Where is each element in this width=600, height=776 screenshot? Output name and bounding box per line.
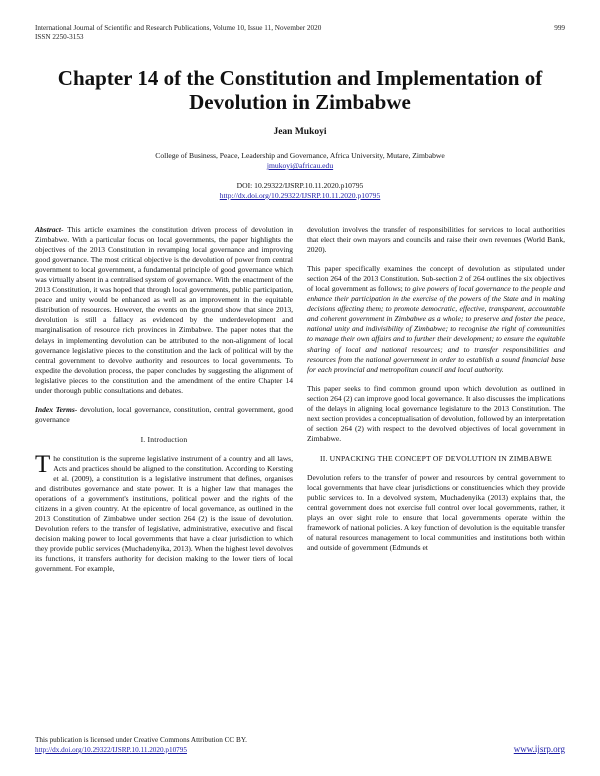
- abstract: [35, 225, 293, 396]
- journal-name: International Journal of Scientific and Research Publications, Volume 10, Issue 11, November 2020: [35, 24, 322, 32]
- website-link[interactable]: www.ijsrp.org: [513, 744, 565, 754]
- license-text: This publication is licensed under Creative Commons Attribution CC BY.: [35, 736, 247, 744]
- index-terms: [35, 405, 293, 425]
- page-header: [35, 24, 565, 42]
- doi-text: DOI: 10.29322/IJSRP.10.11.2020.p10795: [236, 181, 364, 190]
- author-name: Jean Mukoyi: [273, 127, 327, 137]
- page-footer: [35, 735, 565, 755]
- issn: ISSN 2250-3153: [35, 33, 84, 41]
- paper-title: Chapter 14 of the Constitution and Implementation of Devolution in Zimbabwe: [57, 66, 543, 114]
- doi-link[interactable]: http://dx.doi.org/10.29322/IJSRP.10.11.2020.p10795: [219, 191, 381, 200]
- abstract-label: Abstract: [35, 225, 61, 234]
- section-264-objectives: to give powers of local governance to the people and enhance their participation in the exercise of the powers of the State and in making decisions affecting them; to promote democratic, effective, transparent, accountable and coherent government in Zimbabwe as a whole; to preserve and foster the peace, national unity and indivisibility of Zimbabwe; to recognise the right of communities to manage their own affairs and to further their development; to ensure the equitable sharing of local and national resources; and to transfer responsibilities and resources from the national government in order to establish a sound financial base for each provincial and metropolitan council and local authority.: [307, 284, 565, 374]
- paragraph-paper-aims: This paper seeks to find common ground upon which devolution as outlined in section 264 (2) can improve good local governance. It also discusses the implications of the delays in aligning local governance legislature to the 2013 Constitution. The next section provides a conceptualisation of devolution, followed by an interpretation of section 264 (2) with respect to the devolved objectives of local government in Zimbabwe.: [307, 383, 565, 443]
- affiliation: College of Business, Peace, Leadership and Governance, Africa University, Mutare, Zimbabwe: [155, 151, 445, 160]
- drop-cap: T: [35, 450, 51, 478]
- page-number: 999: [554, 24, 565, 32]
- footer-doi-link[interactable]: http://dx.doi.org/10.29322/IJSRP.10.11.2020.p10795: [35, 746, 187, 754]
- doi-block: [0, 181, 600, 201]
- section-264-intro: This paper specifically examines the concept of devolution as stipulated under section 264 of the 2013 Constitution. Sub-section 2 of 264 outlines the six objectives of local government as follows;: [307, 264, 565, 294]
- index-terms-label: Index Terms: [35, 404, 75, 414]
- right-column: [307, 225, 565, 562]
- section-heading-introduction: I. Introduction: [140, 434, 188, 444]
- abstract-text: - This article examines the constitution driven process of devolution in Zimbabwe. With a particular focus on local governments, the paper highlights the objectives of the 2013 Constitution in revamping local governance and improving good governance. The most critical objective is the devolution of power from central government to local government, a fundamental principle of good governance which was virtually absent in a centralised system of governance. With the enactment of the 2013 Constitution, it was hoped that through local governments, public participation, peace and unity would be enhanced as well as an improvement in the equitable distribution of resources. However, the events on the ground show that since 2013, devolution is still a fallacy as evidenced by the underdevelopment and marginalisation of resource rich provinces in Zimbabwe. The paper notes that the delays in implementing devolution can be attributed to the non-alignment of local governance legislative pieces to the constitution and the lack of political will by the central government to devolve authority and resources to local governments. To expedite the devolution process, the paper concludes by suggesting the alignment of legislative pieces to the constitution and the amendment of the entire Chapter 14 under thorough public consultations and debates.: [35, 225, 293, 395]
- introduction-paragraph: [35, 450, 293, 575]
- paragraph-devolution-transfer: devolution involves the transfer of responsibilities for services to local authorities that elect their own mayors and councils and raise their own revenues (World Bank, 2020).: [307, 225, 565, 255]
- paragraph-devolution-definition: Devolution refers to the transfer of power and resources by central government to local governments that have clear jurisdictions or constituencies which they provide public services to. In a devolved system, Muchadenyika (2013) explains that, the central government does not exercise full control over local governments, rather, it plays an over sight role to ensure that local governments operate within the framework of national policies. A key function of devolution is the equitable transfer of natural resources management to local communities and institutions both within and outside of government (Edmunds et: [307, 472, 565, 553]
- affiliation-block: [0, 151, 600, 171]
- left-column: [35, 225, 293, 584]
- index-terms-text: - devolution, local governance, constitution, central government, good governance: [35, 404, 293, 424]
- paragraph-section-264: [307, 264, 565, 375]
- section-heading-unpacking: II. UNPACKING THE CONCEPT OF DEVOLUTION IN ZIMBABWE: [320, 453, 552, 463]
- introduction-text: he constitution is the supreme legislative instrument of a country and all laws, Acts and practices should be aligned to the constitution. According to Kersting et al. (2009), a constitution is a legislative instrument that defines, organises and distributes governance and state power. It is a higher law that manages the operations of a government's institutions, political power and the rights of the citizens in a given country. At the epicentre of local governance, as outlined in the 2013 Constitution of Zimbabwe under section 264 (2) is the issue of devolution. Devolution refers to the transfer of legislative, administrative, executive and fiscal decision making power to local governments that have a clear jurisdiction to which they provide public services (Muchadenyika, 2013). When the highest level devolves its functions, it transfers authority for decision making to the lower tiers of local government. For example,: [35, 453, 293, 574]
- email-link[interactable]: jmukoyi@africau.edu: [266, 161, 334, 170]
